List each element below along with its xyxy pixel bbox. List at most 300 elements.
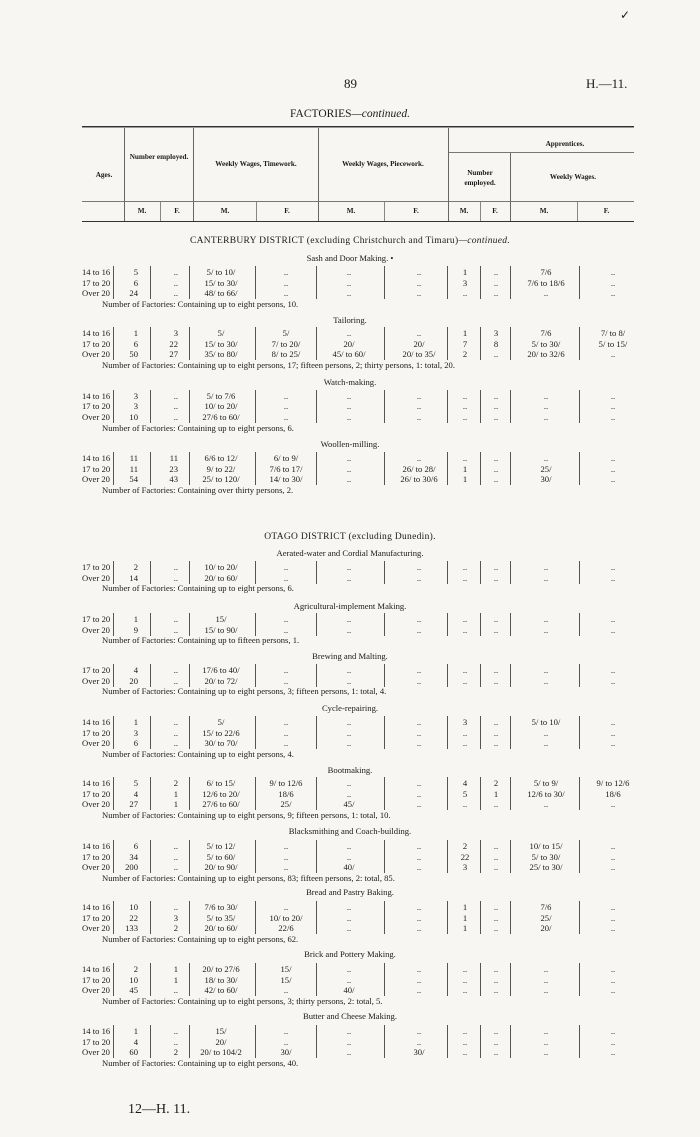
column-rule — [316, 411, 317, 423]
column-rule — [510, 737, 511, 749]
cell-men-employed: 3 — [133, 391, 138, 401]
cell-women-employed: .. — [173, 1026, 178, 1036]
cell-men-employed: 133 — [125, 923, 138, 933]
cell-piecework-men: .. — [346, 288, 352, 298]
page-footer: 12—H. 11. — [128, 1102, 191, 1117]
cell-women-employed: .. — [173, 985, 178, 995]
cell-apprentice-wages-men: .. — [543, 1037, 549, 1047]
cell-timework-men: 20/ to 60/ — [204, 573, 238, 583]
cell-timework-women: .. — [283, 985, 289, 995]
cell-piecework-women: .. — [416, 573, 422, 583]
cell-age: 14 to 16 — [82, 841, 111, 851]
cell-piecework-women: 20/ to 35/ — [402, 349, 436, 359]
column-rule — [510, 572, 511, 584]
cell-timework-women: .. — [283, 267, 289, 277]
cell-apprentice-wages-women: .. — [610, 1047, 616, 1057]
cell-apprentice-wages-women: .. — [610, 665, 616, 675]
cell-women-employed: .. — [173, 278, 178, 288]
factory-count-note: Number of Factories: Containing up to eight persons, 9; fifteen persons, 1: total, 10. — [102, 810, 391, 820]
cell-age: Over 20 — [82, 799, 110, 809]
cell-age: 17 to 20 — [82, 562, 111, 572]
cell-apprentice-wages-women: .. — [610, 964, 616, 974]
cell-apprentice-wages-women: .. — [610, 562, 616, 572]
cell-timework-men: 15/ to 22/6 — [202, 728, 240, 738]
cell-apprentices-women: .. — [493, 573, 499, 583]
cell-women-employed: .. — [173, 717, 178, 727]
factory-count-note: Number of Factories: Containing up to eight persons, 6. — [102, 583, 294, 593]
cell-piecework-women: 20/ — [413, 339, 425, 349]
cell-men-employed: 11 — [129, 453, 138, 463]
cell-piecework-men: .. — [346, 778, 352, 788]
cell-age: 17 to 20 — [82, 913, 111, 923]
column-rule — [480, 737, 481, 749]
cell-piecework-men: .. — [346, 412, 352, 422]
cell-apprentice-wages-women: .. — [610, 852, 616, 862]
column-rule — [480, 348, 481, 360]
cell-apprentices-men: .. — [462, 665, 468, 675]
cell-age: Over 20 — [82, 474, 110, 484]
subheader-m: M. — [459, 207, 469, 215]
cell-piecework-women: .. — [416, 789, 422, 799]
page-title-continued: —continued. — [351, 108, 410, 120]
column-rule — [384, 287, 385, 299]
factory-count-note: Number of Factories: Containing over thirty persons, 2. — [102, 485, 294, 495]
cell-men-employed: 20 — [129, 676, 138, 686]
cell-apprentice-wages-women: .. — [610, 412, 616, 422]
column-rule — [384, 737, 385, 749]
cell-apprentices-women: .. — [493, 913, 499, 923]
cell-apprentices-women: .. — [493, 562, 499, 572]
cell-apprentices-men: 1 — [462, 923, 468, 933]
column-rule — [384, 1046, 385, 1058]
factory-count-note: Number of Factories: Containing up to eight persons, 40. — [102, 1058, 299, 1068]
column-rule — [510, 922, 511, 934]
cell-timework-men: 15/ to 90/ — [204, 625, 238, 635]
column-rule — [510, 411, 511, 423]
cell-apprentice-wages-men: 7/6 — [540, 902, 552, 912]
cell-apprentice-wages-women: .. — [610, 985, 616, 995]
cell-apprentice-wages-men: .. — [543, 614, 549, 624]
cell-apprentices-women: .. — [493, 401, 499, 411]
cell-women-employed: 2 — [173, 778, 178, 788]
cell-apprentices-men: 22 — [460, 852, 470, 862]
subheader-f: F. — [603, 207, 610, 215]
column-rule — [510, 348, 511, 360]
cell-women-employed: 2 — [173, 923, 178, 933]
cell-timework-men: 20/ — [215, 1037, 227, 1047]
cell-piecework-women: .. — [416, 841, 422, 851]
cell-timework-men: 48/ to 66/ — [204, 288, 238, 298]
cell-apprentices-women: .. — [493, 841, 499, 851]
cell-piecework-men: .. — [346, 676, 352, 686]
section-title: Butter and Cheese Making. — [302, 1011, 398, 1021]
cell-piecework-men: 45/ to 60/ — [332, 349, 366, 359]
cell-timework-men: 5/ to 35/ — [206, 913, 236, 923]
cell-women-employed: .. — [173, 401, 178, 411]
factory-count-note: Number of Factories: Containing up to eight persons, 10. — [102, 299, 299, 309]
cell-timework-men: 27/6 to 60/ — [202, 799, 240, 809]
cell-age: 17 to 20 — [82, 975, 111, 985]
cell-apprentice-wages-women: .. — [610, 1037, 616, 1047]
cell-women-employed: 27 — [169, 349, 178, 359]
cell-age: Over 20 — [82, 676, 110, 686]
cell-apprentices-women: .. — [493, 728, 499, 738]
cell-men-employed: 3 — [133, 401, 138, 411]
column-rule — [510, 287, 511, 299]
cell-apprentices-men: 4 — [462, 778, 468, 788]
cell-timework-men: 20/ to 27/6 — [202, 964, 240, 974]
cell-timework-men: 25/ to 120/ — [202, 474, 240, 484]
cell-age: 17 to 20 — [82, 278, 111, 288]
cell-piecework-women: .. — [416, 975, 422, 985]
factory-count-note: Number of Factories: Containing up to eight persons, 17; fifteen persons, 2; thirty persons, 1: total, 20. — [102, 360, 456, 370]
column-rule — [510, 861, 511, 873]
cell-age: 17 to 20 — [82, 464, 111, 474]
cell-apprentice-wages-men: .. — [543, 412, 549, 422]
cell-apprentice-wages-men: 25/ — [540, 464, 552, 474]
cell-piecework-men: 40/ — [343, 985, 355, 995]
section-title: Tailoring. — [333, 315, 367, 325]
factory-count-note: Number of Factories: Containing up to eight persons, 3; fifteen persons, 1: total, 4. — [102, 686, 387, 696]
cell-apprentices-men: .. — [462, 573, 468, 583]
cell-apprentice-wages-men: 20/ — [540, 923, 552, 933]
cell-apprentices-men: .. — [462, 453, 468, 463]
cell-apprentices-men: .. — [462, 412, 468, 422]
column-rule — [480, 287, 481, 299]
cell-apprentice-wages-women: .. — [610, 474, 616, 484]
cell-men-employed: 6 — [133, 738, 138, 748]
cell-women-employed: .. — [173, 665, 178, 675]
cell-apprentices-men: 3 — [462, 717, 468, 727]
cell-timework-men: 5/ — [217, 328, 225, 338]
cell-piecework-men: 40/ — [343, 862, 355, 872]
cell-piecework-women: .. — [416, 852, 422, 862]
cell-piecework-men: .. — [346, 738, 352, 748]
cell-men-employed: 1 — [133, 328, 138, 338]
cell-apprentices-men: 3 — [462, 862, 468, 872]
cell-timework-women: .. — [283, 665, 289, 675]
column-rule — [510, 675, 511, 687]
cell-apprentices-women: 1 — [493, 789, 499, 799]
cell-apprentice-wages-men: .. — [543, 665, 549, 675]
cell-timework-men: 15/ to 30/ — [204, 278, 238, 288]
cell-apprentice-wages-women: .. — [610, 401, 616, 411]
cell-apprentice-wages-women: 7/ to 8/ — [600, 328, 626, 338]
cell-piecework-women: 30/ — [413, 1047, 425, 1057]
cell-apprentices-women: .. — [493, 985, 499, 995]
header-apprentices-weekly: Weekly Wages. — [549, 173, 597, 181]
section-title: Brewing and Malting. — [312, 651, 388, 661]
cell-apprentice-wages-men: 10/ to 15/ — [529, 841, 563, 851]
column-rule — [510, 1046, 511, 1058]
report-reference: H.—11. — [586, 76, 628, 91]
cell-piecework-women: .. — [416, 288, 422, 298]
cell-timework-women: .. — [283, 412, 289, 422]
cell-piecework-women: .. — [416, 1026, 422, 1036]
cell-apprentice-wages-men: .. — [543, 964, 549, 974]
cell-men-employed: 5 — [133, 778, 138, 788]
cell-apprentice-wages-women: .. — [610, 799, 616, 809]
column-rule — [480, 984, 481, 996]
cell-timework-women: .. — [283, 573, 289, 583]
column-rule — [480, 473, 481, 485]
cell-apprentice-wages-women: 9/ to 12/6 — [596, 778, 630, 788]
cell-women-employed: .. — [173, 902, 178, 912]
cell-timework-women: 15/ — [280, 975, 292, 985]
cell-apprentice-wages-men: 30/ — [540, 474, 552, 484]
cell-apprentices-men: 3 — [462, 278, 468, 288]
cell-women-employed: 3 — [173, 328, 178, 338]
cell-apprentices-women: .. — [493, 267, 499, 277]
cell-timework-women: .. — [283, 278, 289, 288]
cell-timework-men: 5/ to 12/ — [206, 841, 236, 851]
cell-apprentices-women: .. — [493, 964, 499, 974]
cell-women-employed: 1 — [173, 964, 178, 974]
cell-timework-men: 12/6 to 20/ — [202, 789, 240, 799]
column-rule — [480, 572, 481, 584]
section-title: Agricultural-implement Making. — [293, 601, 407, 611]
cell-men-employed: 6 — [133, 841, 138, 851]
cell-timework-women: 14/ to 30/ — [269, 474, 303, 484]
cell-apprentices-men: .. — [462, 676, 468, 686]
subheader-f: F. — [174, 207, 180, 215]
cell-timework-men: 6/ to 15/ — [206, 778, 236, 788]
cell-piecework-men: .. — [346, 614, 352, 624]
cell-apprentice-wages-women: .. — [610, 975, 616, 985]
cell-apprentice-wages-men: 5/ to 9/ — [533, 778, 559, 788]
cell-timework-women: .. — [283, 852, 289, 862]
cell-apprentices-men: .. — [462, 625, 468, 635]
cell-apprentice-wages-men: .. — [543, 573, 549, 583]
cell-men-employed: 45 — [129, 985, 138, 995]
cell-timework-women: .. — [283, 841, 289, 851]
cell-piecework-men: .. — [346, 573, 352, 583]
cell-piecework-women: .. — [416, 902, 422, 912]
cell-piecework-women: .. — [416, 738, 422, 748]
cell-apprentice-wages-men: .. — [543, 1026, 549, 1036]
cell-women-employed: .. — [173, 841, 178, 851]
cell-apprentice-wages-women: .. — [610, 278, 616, 288]
cell-apprentice-wages-men: 25/ to 30/ — [529, 862, 563, 872]
cell-timework-women: 6/ to 9/ — [273, 453, 299, 463]
cell-timework-women: 8/ to 25/ — [271, 349, 301, 359]
cell-apprentices-women: .. — [493, 1037, 499, 1047]
cell-piecework-women: .. — [416, 665, 422, 675]
cell-age: 14 to 16 — [82, 1026, 111, 1036]
cell-timework-men: 5/ — [217, 717, 225, 727]
cell-timework-men: 17/6 to 40/ — [202, 665, 240, 675]
cell-apprentices-men: 7 — [462, 339, 468, 349]
cell-apprentices-men: 1 — [462, 267, 468, 277]
cell-apprentice-wages-women: .. — [610, 625, 616, 635]
column-rule — [316, 624, 317, 636]
cell-apprentices-women: .. — [493, 862, 499, 872]
cell-apprentice-wages-women: .. — [610, 288, 616, 298]
cell-apprentices-men: .. — [462, 1026, 468, 1036]
cell-apprentices-women: .. — [493, 464, 499, 474]
cell-apprentices-women: .. — [493, 288, 499, 298]
cell-women-employed: 22 — [169, 339, 178, 349]
cell-men-employed: 6 — [133, 278, 138, 288]
cell-age: 14 to 16 — [82, 391, 111, 401]
cell-apprentice-wages-men: 5/ to 30/ — [531, 339, 561, 349]
cell-age: 14 to 16 — [82, 964, 111, 974]
cell-piecework-women: .. — [416, 913, 422, 923]
factory-count-note: Number of Factories: Containing up to eight persons, 6. — [102, 423, 294, 433]
cell-timework-men: 20/ to 60/ — [204, 923, 238, 933]
cell-apprentices-men: .. — [462, 401, 468, 411]
cell-apprentice-wages-men: .. — [543, 288, 549, 298]
column-rule — [384, 473, 385, 485]
header-apprentices: Apprentices. — [545, 140, 585, 148]
cell-women-employed: 23 — [169, 464, 178, 474]
cell-apprentices-men: 1 — [462, 464, 468, 474]
cell-timework-men: 5/ to 7/6 — [206, 391, 236, 401]
cell-timework-women: 15/ — [280, 964, 292, 974]
cell-piecework-women: .. — [416, 328, 422, 338]
cell-apprentices-men: .. — [462, 614, 468, 624]
cell-men-employed: 4 — [133, 1037, 138, 1047]
cell-apprentice-wages-men: .. — [543, 799, 549, 809]
section-title: Woollen-milling. — [320, 439, 380, 449]
page-number: 89 — [344, 76, 357, 91]
cell-apprentices-men: 1 — [462, 913, 468, 923]
cell-apprentice-wages-men: .. — [543, 738, 549, 748]
column-rule — [384, 411, 385, 423]
section-title: Watch-making. — [323, 377, 377, 387]
cell-men-employed: 2 — [133, 964, 138, 974]
cell-apprentices-women: .. — [493, 738, 499, 748]
cell-apprentice-wages-men: 5/ to 10/ — [531, 717, 561, 727]
cell-apprentice-wages-women: .. — [610, 453, 616, 463]
cell-piecework-women: .. — [416, 267, 422, 277]
cell-apprentice-wages-women: .. — [610, 676, 616, 686]
cell-piecework-men: .. — [346, 328, 352, 338]
column-rule — [480, 675, 481, 687]
cell-women-employed: .. — [173, 862, 178, 872]
cell-apprentices-women: .. — [493, 676, 499, 686]
cell-piecework-men: .. — [346, 789, 352, 799]
cell-men-employed: 1 — [133, 717, 138, 727]
cell-timework-women: 7/6 to 17/ — [269, 464, 303, 474]
cell-piecework-men: .. — [346, 391, 352, 401]
cell-age: 17 to 20 — [82, 1037, 111, 1047]
cell-timework-women: 18/6 — [278, 789, 294, 799]
cell-piecework-women: .. — [416, 625, 422, 635]
cell-men-employed: 50 — [129, 349, 138, 359]
cell-piecework-women: 26/ to 28/ — [402, 464, 436, 474]
cell-apprentices-men: .. — [462, 975, 468, 985]
cell-women-employed: .. — [173, 562, 178, 572]
cell-age: 17 to 20 — [82, 401, 111, 411]
cell-women-employed: .. — [173, 852, 178, 862]
cell-apprentices-men: .. — [462, 1037, 468, 1047]
cell-apprentices-women: .. — [493, 1047, 499, 1057]
cell-piecework-men: .. — [346, 913, 352, 923]
cell-apprentices-women: .. — [493, 923, 499, 933]
cell-men-employed: 9 — [133, 625, 138, 635]
cell-apprentices-women: .. — [493, 614, 499, 624]
cell-timework-men: 7/6 to 30/ — [204, 902, 238, 912]
cell-apprentices-men: .. — [462, 562, 468, 572]
cell-apprentice-wages-women: 18/6 — [605, 789, 621, 799]
cell-apprentice-wages-men: 5/ to 30/ — [531, 852, 561, 862]
cell-women-employed: .. — [173, 391, 178, 401]
column-rule — [510, 984, 511, 996]
section-title: Brick and Pottery Making. — [304, 949, 396, 959]
subheader-f: F. — [492, 207, 498, 215]
cell-age: 14 to 16 — [82, 453, 111, 463]
cell-age: 14 to 16 — [82, 902, 111, 912]
cell-apprentices-women: .. — [493, 1026, 499, 1036]
cell-timework-women: .. — [283, 614, 289, 624]
cell-men-employed: 1 — [133, 1026, 138, 1036]
cell-women-employed: .. — [173, 288, 178, 298]
column-rule — [316, 737, 317, 749]
column-rule — [316, 572, 317, 584]
cell-apprentice-wages-men: .. — [543, 985, 549, 995]
cell-piecework-men: .. — [346, 401, 352, 411]
cell-age: Over 20 — [82, 288, 110, 298]
cell-piecework-women: .. — [416, 278, 422, 288]
cell-women-employed: .. — [173, 1037, 178, 1047]
section-title: Cycle-repairing. — [321, 703, 379, 713]
column-rule — [510, 473, 511, 485]
cell-piecework-men: 45/ — [343, 799, 355, 809]
district-heading-otago: OTAGO DISTRICT (excluding Dunedin). — [264, 532, 436, 542]
cell-piecework-women: .. — [416, 862, 422, 872]
column-rule — [480, 624, 481, 636]
cell-men-employed: 60 — [129, 1047, 138, 1057]
column-rule — [480, 861, 481, 873]
cell-apprentice-wages-men: .. — [543, 975, 549, 985]
header-number-employed: Number employed. — [129, 153, 189, 161]
cell-apprentice-wages-men: .. — [543, 391, 549, 401]
subheader-m: M. — [137, 207, 147, 215]
cell-apprentices-men: .. — [462, 728, 468, 738]
page-title-main: FACTORIES — [289, 108, 352, 120]
tick-mark: ✓ — [620, 8, 631, 22]
cell-timework-women: 22/6 — [278, 923, 294, 933]
cell-apprentice-wages-women: .. — [610, 738, 616, 748]
cell-piecework-women: .. — [416, 799, 422, 809]
cell-women-employed: 1 — [173, 975, 178, 985]
cell-timework-men: 20/ to 90/ — [204, 862, 238, 872]
cell-piecework-women: .. — [416, 401, 422, 411]
cell-piecework-women: .. — [416, 614, 422, 624]
cell-apprentices-men: 1 — [462, 474, 468, 484]
header-ages: Ages. — [95, 171, 113, 179]
cell-piecework-men: .. — [346, 474, 352, 484]
cell-piecework-men: .. — [346, 1037, 352, 1047]
cell-women-employed: 1 — [173, 799, 178, 809]
cell-men-employed: 10 — [129, 902, 138, 912]
section-title: Sash and Door Making. • — [306, 253, 394, 263]
cell-apprentices-men: 5 — [462, 789, 468, 799]
cell-apprentices-women: .. — [493, 975, 499, 985]
cell-timework-men: 20/ to 72/ — [204, 676, 238, 686]
cell-men-employed: 4 — [133, 789, 138, 799]
factory-count-note: Number of Factories: Containing up to eight persons, 83; fifteen persons, 2: total, 85. — [102, 873, 395, 883]
subheader-m: M. — [346, 207, 356, 215]
cell-timework-men: 5/ to 60/ — [206, 852, 236, 862]
cell-piecework-women: .. — [416, 1037, 422, 1047]
cell-apprentices-women: .. — [493, 902, 499, 912]
cell-piecework-men: .. — [346, 464, 352, 474]
cell-age: Over 20 — [82, 985, 110, 995]
section-title: Blacksmithing and Coach-building. — [288, 826, 412, 836]
cell-apprentice-wages-men: 25/ — [540, 913, 552, 923]
